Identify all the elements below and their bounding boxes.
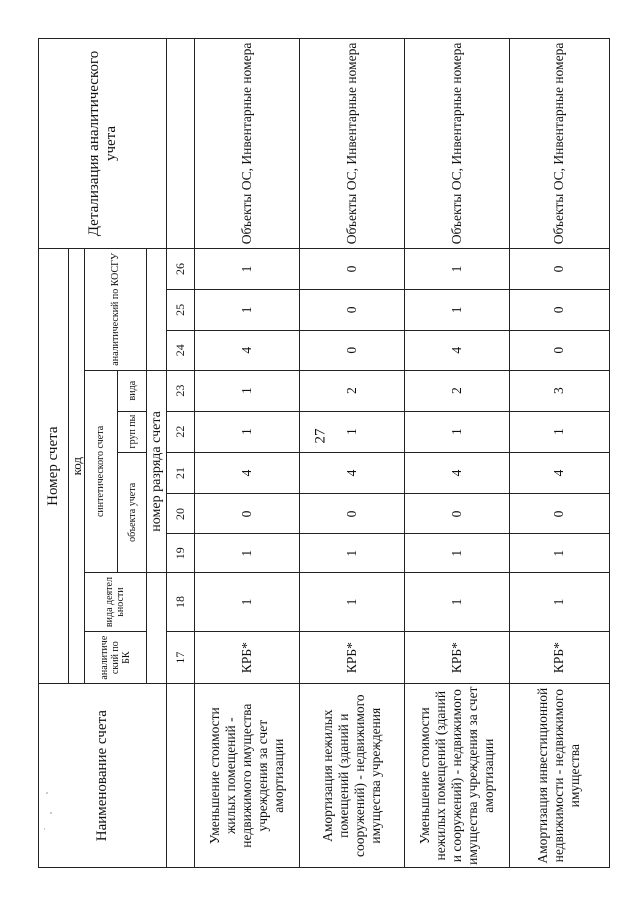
row-value: 1: [195, 289, 300, 330]
rotated-table-container: [38, 38, 610, 868]
header-analytic-kosgu: аналитический по КОСГУ: [84, 248, 146, 370]
column-number: 24: [167, 330, 195, 370]
row-value: 0: [299, 289, 404, 330]
row-value: 0: [299, 248, 404, 289]
row-value: 1: [195, 370, 300, 411]
row-value: 1: [404, 534, 509, 573]
row-detail: Объекты ОС, Инвентарные номера: [195, 39, 300, 249]
column-number-blank: [167, 684, 195, 868]
row-value: 0: [509, 248, 609, 289]
row-analytic-bk: КРБ*: [195, 631, 300, 683]
column-number: 26: [167, 248, 195, 289]
column-number: 23: [167, 370, 195, 411]
column-number-blank: [167, 39, 195, 249]
row-value: 0: [509, 289, 609, 330]
column-number: 20: [167, 494, 195, 534]
row-value: 4: [404, 452, 509, 494]
row-account-name: Амортизация инвестиционной недвижимости - недвижимого имущества: [509, 684, 609, 868]
page-number: 27: [312, 428, 328, 444]
table-row: [404, 39, 509, 868]
header-synthetic: синтетического счета: [84, 370, 117, 572]
column-number: 17: [167, 631, 195, 683]
row-analytic-bk: КРБ*: [404, 631, 509, 683]
row-value: 0: [509, 330, 609, 370]
column-number: 18: [167, 573, 195, 632]
row-value: 1: [404, 573, 509, 632]
header-analytic-bk: аналитиче ский по БК: [84, 631, 146, 683]
column-number: 21: [167, 452, 195, 494]
table-row: [299, 39, 404, 868]
column-number: 19: [167, 534, 195, 573]
row-account-name: Уменьшение стоимости жилых помещений - недвижимого имущества учреждения за счет амортизации: [195, 684, 300, 868]
column-number: 22: [167, 411, 195, 452]
row-value: 1: [299, 411, 404, 452]
table-row: [195, 39, 300, 868]
row-account-name: Уменьшение стоимости нежилых помещений (зданий и сооружений) - недвижимого имущества учреждения за счет амортизации: [404, 684, 509, 868]
row-value: 1: [509, 573, 609, 632]
row-value: 1: [509, 534, 609, 573]
header-account-number: Номер счета: [39, 248, 69, 683]
column-number: 25: [167, 289, 195, 330]
row-value: 1: [509, 411, 609, 452]
header-kind: вида: [118, 370, 147, 411]
row-value: 0: [299, 494, 404, 534]
header-detail: Детализация аналитического учета: [39, 39, 167, 249]
row-value: 1: [299, 573, 404, 632]
row-detail: Объекты ОС, Инвентарные номера: [299, 39, 404, 249]
header-activity-type: вида деятел ьности: [84, 573, 146, 632]
row-value: 4: [509, 452, 609, 494]
row-value: 4: [404, 330, 509, 370]
row-value: 4: [299, 452, 404, 494]
row-value: 0: [509, 494, 609, 534]
row-value: 3: [509, 370, 609, 411]
row-value: 4: [195, 330, 300, 370]
header-blank: [147, 248, 167, 370]
row-value: 1: [195, 248, 300, 289]
row-value: 1: [299, 534, 404, 573]
row-value: 1: [404, 248, 509, 289]
row-value: 1: [195, 411, 300, 452]
row-detail: Объекты ОС, Инвентарные номера: [509, 39, 609, 249]
header-digit-number: номер разряда счета: [147, 370, 167, 572]
row-value: 4: [195, 452, 300, 494]
header-group: груп пы: [118, 411, 147, 452]
row-value: 2: [299, 370, 404, 411]
row-value: 1: [404, 411, 509, 452]
row-value: 2: [404, 370, 509, 411]
header-blank: [147, 573, 167, 684]
row-analytic-bk: КРБ*: [509, 631, 609, 683]
row-account-name: Амортизация нежилых помещений (зданий и сооружений) - недвижимого имущества учреждения: [299, 684, 404, 868]
account-table: [38, 38, 610, 868]
header-account-name: Наименование счета: [39, 684, 167, 868]
row-detail: Объекты ОС, Инвентарные номера: [404, 39, 509, 249]
row-analytic-bk: КРБ*: [299, 631, 404, 683]
header-code: код: [69, 248, 85, 683]
table-row: [509, 39, 609, 868]
row-value: 0: [404, 494, 509, 534]
row-value: 1: [195, 534, 300, 573]
row-value: 1: [404, 289, 509, 330]
header-account-object: объекта учета: [118, 452, 147, 573]
row-value: 1: [195, 573, 300, 632]
row-value: 0: [195, 494, 300, 534]
row-value: 0: [299, 330, 404, 370]
